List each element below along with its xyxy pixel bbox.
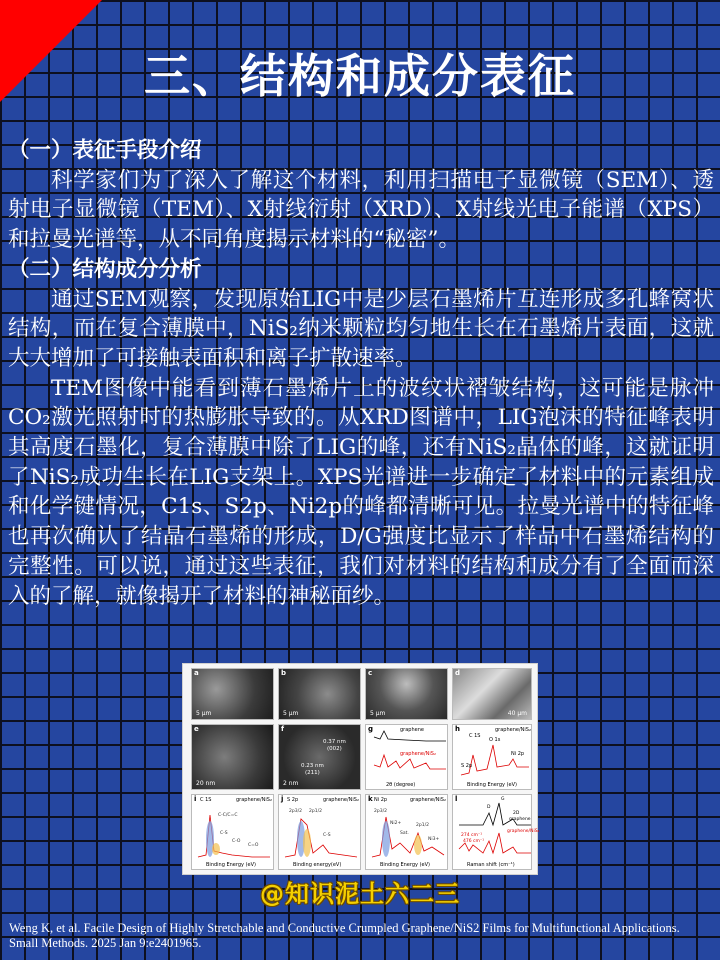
c1s-curves <box>192 795 275 871</box>
xps-ni2p-plot-k <box>365 794 448 870</box>
peak-label: G <box>501 797 505 802</box>
peak-label: C-S <box>220 831 228 836</box>
scale-label: 20 nm <box>196 780 216 787</box>
sem-image-b <box>278 668 361 720</box>
section-2-heading: （二）结构成分分析 <box>8 256 202 282</box>
tem-annotation: 0.37 nm <box>323 739 346 745</box>
legend: graphene/NiS₂ <box>236 797 272 803</box>
panel-label: i <box>194 795 197 803</box>
ni2p-peak-component <box>414 835 422 855</box>
panel-label: h <box>455 725 460 733</box>
xrd-curve-composite <box>374 755 446 769</box>
scale-label: 5 μm <box>283 710 299 717</box>
survey-curve <box>461 745 529 775</box>
panel-label: f <box>281 725 285 733</box>
sem-image-c <box>365 668 448 720</box>
x-axis-label: Binding Energy (eV) <box>206 862 256 868</box>
xps-survey-plot-h <box>452 724 532 790</box>
x-axis-label: Binding Energy (eV) <box>380 862 430 868</box>
s2p-curves <box>279 795 362 871</box>
sem-image-d <box>452 668 532 720</box>
watermark: @知识泥土六二三 <box>260 880 460 908</box>
peak-label: 476 cm⁻¹ <box>463 839 485 844</box>
panel-label: j <box>281 795 284 803</box>
scale-label: 2 nm <box>283 780 299 787</box>
peak-label: Ni2+ <box>390 821 402 826</box>
scale-label: 5 μm <box>196 710 212 717</box>
characterization-figure <box>182 663 538 875</box>
tem-image-e <box>191 724 274 790</box>
panel-label: e <box>194 725 199 733</box>
peak-label: C-C/C=C <box>218 813 238 818</box>
scale-label: 5 μm <box>370 710 386 717</box>
peak-label: 2D <box>513 811 520 816</box>
peak-label: 2p1/2 <box>416 823 429 828</box>
panel-label: k <box>368 795 373 803</box>
sem-image-a <box>191 668 274 720</box>
xps-c1s-plot-i <box>191 794 274 870</box>
panel-label: b <box>281 669 287 677</box>
xps-s2p-plot-j <box>278 794 361 870</box>
legend-graphene: graphene <box>509 817 531 822</box>
panel-label: g <box>368 725 374 733</box>
legend: graphene/NiS₂ <box>410 797 446 803</box>
x-axis-label: Raman shift (cm⁻¹) <box>467 862 515 868</box>
peak-label: 2p3/2 <box>289 809 302 814</box>
x-axis-label: 2θ (degree) <box>386 782 416 788</box>
c1s-peak-component <box>212 843 220 855</box>
tem-image-f <box>278 724 361 790</box>
panel-label: c <box>368 669 373 677</box>
peak-label: 274 cm⁻¹ <box>461 833 483 838</box>
x-axis-label: Binding Energy (eV) <box>467 782 517 788</box>
peak-label: S 2p <box>461 763 473 769</box>
raman-plot-l <box>452 794 540 870</box>
tem-annotation: 0.23 nm <box>301 763 324 769</box>
legend: graphene/NiS₂ <box>323 797 359 803</box>
plot-title: S 2p <box>287 797 299 803</box>
ni2p-peak-component <box>382 821 390 857</box>
section-2-paragraph-1: 通过SEM观察，发现原始LIG中是少层石墨烯片互连形成多孔蜂窝状结构，而在复合薄膜中，NiS₂纳米颗粒均匀地生长在石墨烯片表面，这就大大增加了可接触表面积和离子扩散速率。 <box>8 286 714 371</box>
page-title: 三、结构和成分表征 <box>144 49 576 103</box>
section-1-paragraph: 科学家们为了深入了解这个材料，利用扫描电子显微镜（SEM）、透射电子显微镜（TEM）、X射线衍射（XRD）、X射线光电子能谱（XPS）和拉曼光谱等，从不同角度揭示材料的“秘密”。 <box>8 167 714 253</box>
tem-annotation: (211) <box>305 770 320 776</box>
peak-label: C=O <box>248 843 259 848</box>
xrd-plot-g <box>365 724 448 790</box>
peak-label: Ni 2p <box>511 751 525 757</box>
s2p-envelope <box>285 819 357 857</box>
plot-title: C 1S <box>200 797 212 803</box>
peak-label: Sat. <box>400 831 409 836</box>
scale-label: 40 μm <box>507 710 527 717</box>
peak-label: 2p1/2 <box>309 809 322 814</box>
x-axis-label: Binding energy(eV) <box>293 862 342 868</box>
section-1-heading: （一）表征手段介绍 <box>8 138 202 163</box>
s2p-peak-component <box>303 829 311 857</box>
tem-annotation: (002) <box>327 746 342 752</box>
legend-graphene: graphene <box>400 727 424 733</box>
peak-label: 2p3/2 <box>374 809 387 814</box>
peak-label: C 1S <box>469 733 481 739</box>
legend-composite: graphene/NiS₂ <box>507 829 540 834</box>
section-2-paragraph-2: TEM图像中能看到薄石墨烯片上的波纹状褶皱结构，这可能是脉冲CO₂激光照射时的热膨胀导致的。从XRD图谱中，LIG泡沫的特征峰表明其高度石墨化，复合薄膜中除了LIG的峰，还有NiS₂晶体的峰，这就证明了NiS₂成功生长在LIG支架上。XPS光谱进一步确定了材料中的元素组成和化学键情况，C1s、S2p、Ni2p的峰都清晰可见。拉曼光谱中的特征峰也再次确认了结晶石墨烯的形成，D/G强度比显示了样品中石墨烯结构的完整性。可以说，通过这些表征，我们对材料的结构和成分有了全面而深入的了解，就像揭开了材料的神秘面纱。 <box>8 375 714 609</box>
peak-label: C-S <box>323 833 331 838</box>
legend-composite: graphene/NiS₂ <box>400 751 436 757</box>
content-body <box>8 136 714 611</box>
peak-label: O 1s <box>489 737 501 743</box>
peak-label: D <box>487 805 491 810</box>
panel-label: l <box>455 795 458 803</box>
peak-label: C-O <box>232 839 241 844</box>
legend: graphene/NiS₂ <box>495 727 531 733</box>
reference-citation: Weng K, et al. Facile Design of Highly Stretchable and Conductive Crumpled Graphene/NiS2 Films for Multifunctional Applications. Small Methods. 2025 Jan 9:e2401965. <box>9 921 680 950</box>
panel-label: d <box>455 669 461 677</box>
plot-title: Ni 2p <box>374 797 388 803</box>
peak-label: Ni3+ <box>428 837 440 842</box>
panel-label: a <box>194 669 199 677</box>
